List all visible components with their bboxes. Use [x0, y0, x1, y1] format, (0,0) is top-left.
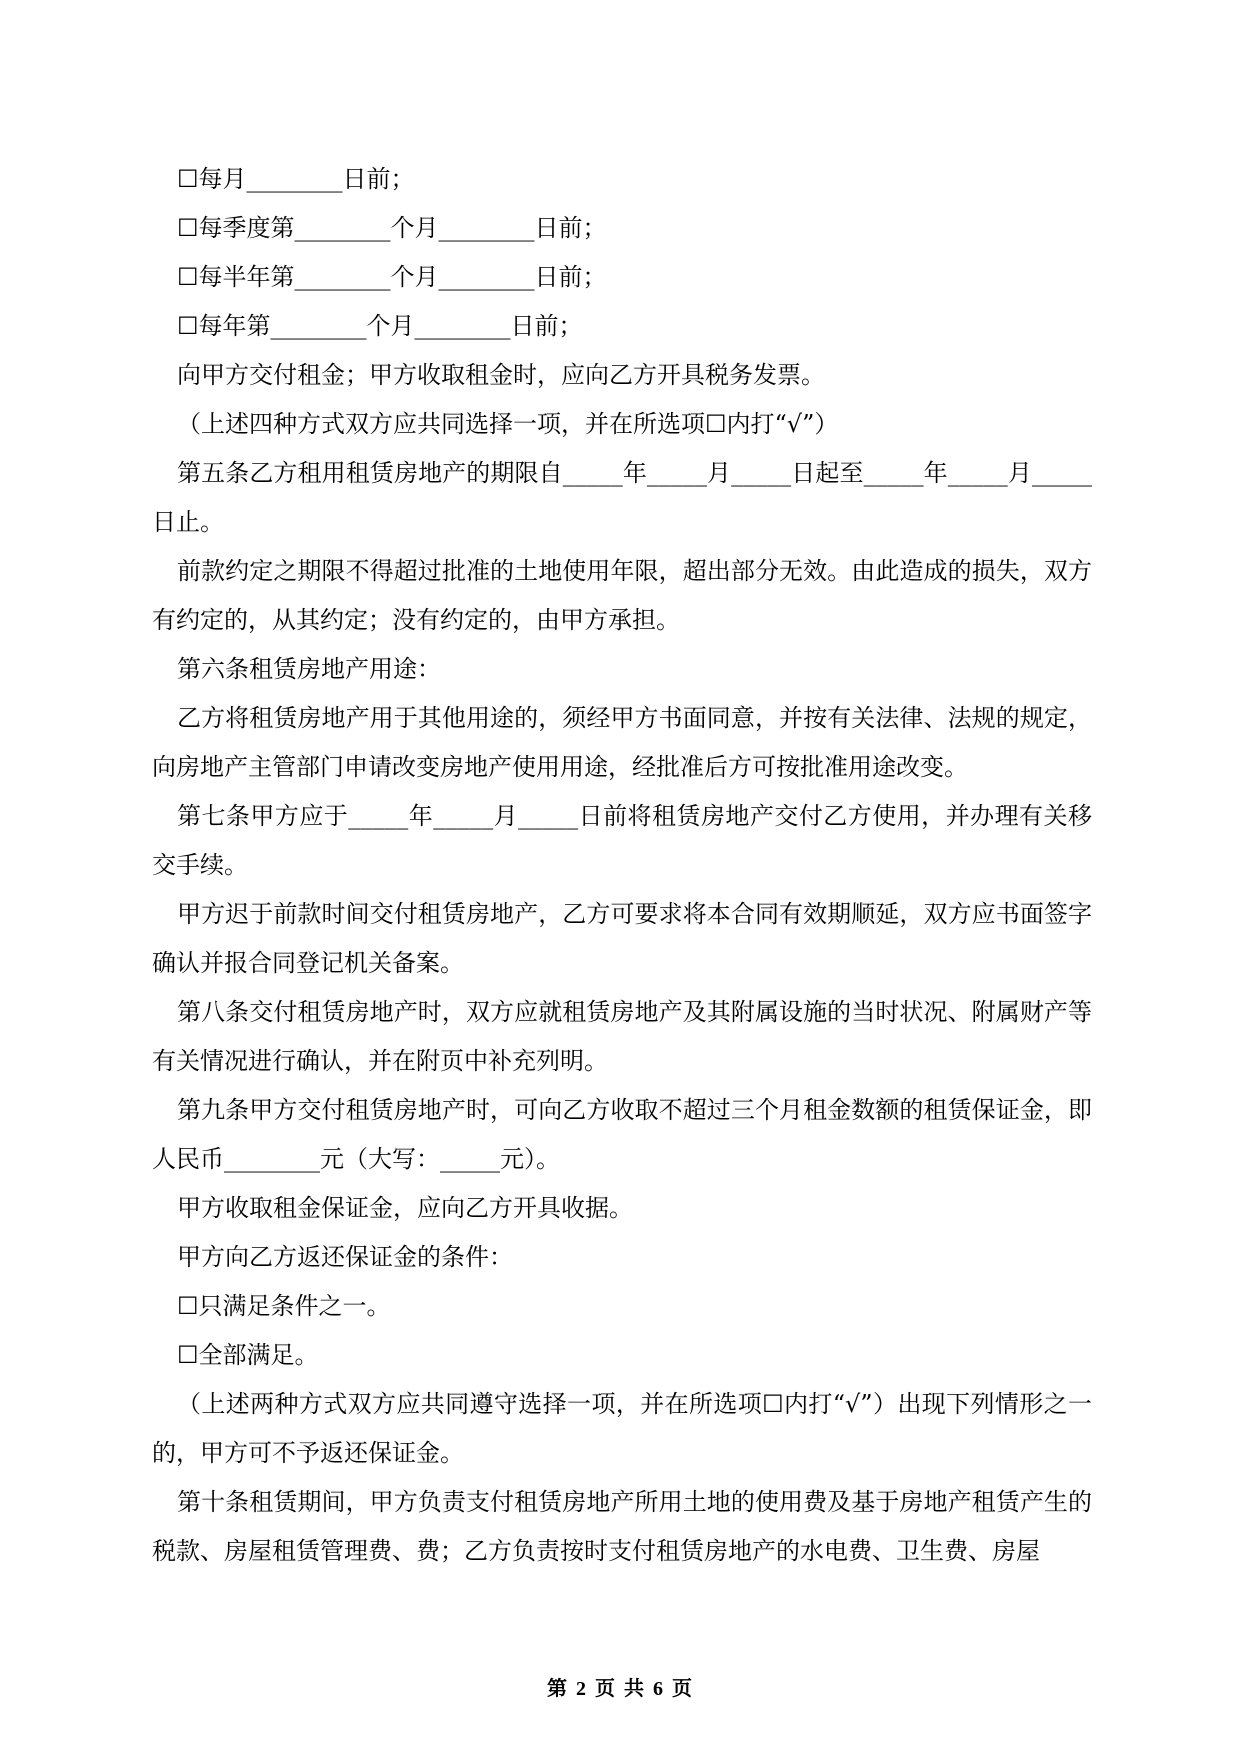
paragraph-article-6-use: 第六条租赁房地产用途：	[177, 655, 441, 683]
paragraph-pay-monthly: ☐每月________日前；	[177, 165, 415, 193]
paragraph-choose-one-note-2: （上述两种方式双方应共同遵守选择一项，并在所选项☐内打“√”）出现下列情形之一的，甲方可不予返还保证金。	[152, 1390, 1092, 1467]
paragraph-article-5-term: 第五条乙方租用租赁房地产的期限自_____年_____月_____日起至_____年_____月_____日止。	[152, 459, 1092, 536]
paragraph-pay-quarterly: ☐每季度第________个月________日前；	[177, 214, 607, 242]
paragraph-article-8-confirmation: 第八条交付租赁房地产时，双方应就租赁房地产及其附属设施的当时状况、附属财产等有关情况进行确认，并在附页中补充列明。	[152, 998, 1092, 1075]
page-number-footer: 第 2 页 共 6 页	[547, 1678, 694, 1700]
paragraph-deposit-return-conditions: 甲方向乙方返还保证金的条件：	[177, 1243, 513, 1271]
contract-body	[152, 155, 1092, 1576]
paragraph-late-delivery: 甲方迟于前款时间交付租赁房地产，乙方可要求将本合同有效期顺延，双方应书面签字确认并报合同登记机关备案。	[152, 900, 1092, 977]
paragraph-change-use: 乙方将租赁房地产用于其他用途的，须经甲方书面同意，并按有关法律、法规的规定，向房地产主管部门申请改变房地产使用用途，经批准后方可按批准用途改变。	[152, 704, 1092, 781]
paragraph-rent-invoice: 向甲方交付租金；甲方收取租金时，应向乙方开具税务发票。	[177, 361, 825, 389]
paragraph-choose-one-note: （上述四种方式双方应共同选择一项，并在所选项☐内打“√”）	[177, 410, 839, 438]
paragraph-option-all: ☐全部满足。	[177, 1341, 319, 1369]
paragraph-article-9-deposit: 第九条甲方交付租赁房地产时，可向乙方收取不超过三个月租金数额的租赁保证金，即人民币________元（大写：_____元）。	[152, 1096, 1092, 1173]
paragraph-option-any-one: ☐只满足条件之一。	[177, 1292, 391, 1320]
paragraph-article-10-fees: 第十条租赁期间，甲方负责支付租赁房地产所用土地的使用费及基于房地产租赁产生的税款、房屋租赁管理费、费；乙方负责按时支付租赁房地产的水电费、卫生费、房屋	[152, 1488, 1092, 1565]
paragraph-article-7-delivery: 第七条甲方应于_____年_____月_____日前将租赁房地产交付乙方使用，并办理有关移交手续。	[152, 802, 1092, 879]
paragraph-pay-yearly: ☐每年第________个月________日前；	[177, 312, 583, 340]
paragraph-term-limit: 前款约定之期限不得超过批准的土地使用年限，超出部分无效。由此造成的损失，双方有约定的，从其约定；没有约定的，由甲方承担。	[152, 557, 1092, 634]
paragraph-deposit-receipt: 甲方收取租金保证金，应向乙方开具收据。	[177, 1194, 633, 1222]
paragraph-pay-half-yearly: ☐每半年第________个月________日前；	[177, 263, 607, 291]
